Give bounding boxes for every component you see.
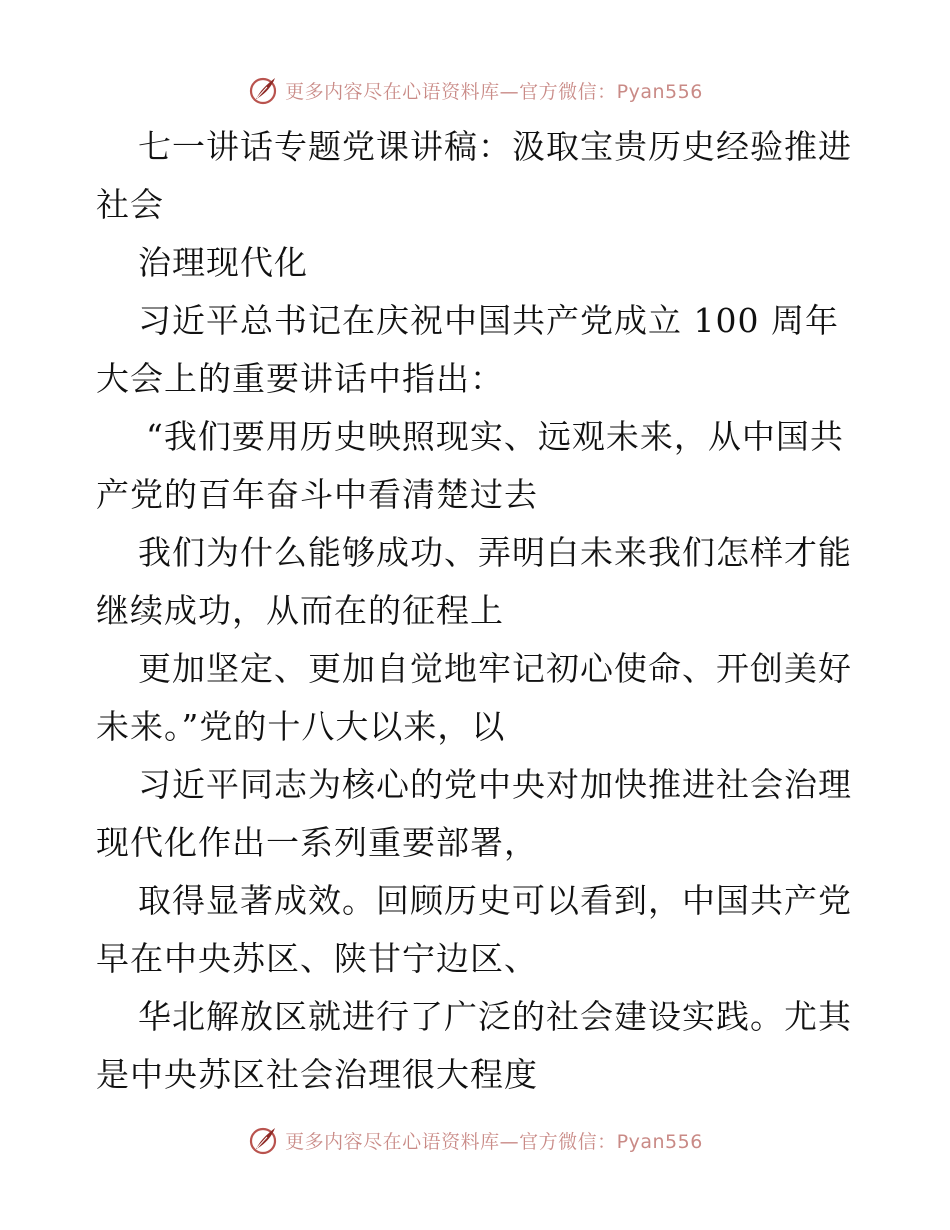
paragraph — [96, 292, 856, 408]
paragraph-quote — [96, 408, 856, 524]
paragraph — [96, 756, 856, 872]
text-line: 华北解放区就进行了广泛的社会建设实践。尤其 — [138, 997, 852, 1036]
text-line: 早在中央苏区、陕甘宁边区、 — [96, 939, 538, 978]
paragraph — [96, 640, 856, 756]
text-line: 现代化作出一系列重要部署， — [96, 823, 538, 862]
text-line: 大会上的重要讲话中指出： — [96, 359, 504, 398]
paragraph — [96, 872, 856, 988]
footer-banner-text: 更多内容尽在心语资料库—官方微信：Pyan556 — [285, 1130, 703, 1153]
text-line: 取得显著成效。回顾历史可以看到，中国共产党 — [138, 881, 852, 920]
text-line: 治理现代化 — [138, 243, 308, 282]
text-line: 继续成功，从而在的征程上 — [96, 591, 504, 630]
text-line: 产党的百年奋斗中看清楚过去 — [96, 475, 538, 514]
feather-quill-icon — [247, 74, 279, 106]
paragraph-title — [96, 118, 856, 234]
header-banner-text: 更多内容尽在心语资料库—官方微信：Pyan556 — [285, 80, 703, 103]
footer-banner — [0, 1120, 950, 1160]
text-line: 社会 — [96, 185, 164, 224]
text-line: 习近平总书记在庆祝中国共产党成立 100 周年 — [138, 301, 839, 340]
header-banner — [0, 70, 950, 110]
paragraph-title-continued — [96, 234, 856, 292]
text-line: 是中央苏区社会治理很大程度 — [96, 1055, 538, 1094]
text-line: 未来。”党的十八大以来，以 — [96, 707, 506, 746]
paragraph — [96, 524, 856, 640]
document-body — [96, 118, 856, 1104]
text-line: 习近平同志为核心的党中央对加快推进社会治理 — [138, 765, 852, 804]
text-line: 更加坚定、更加自觉地牢记初心使命、开创美好 — [138, 649, 852, 688]
text-line: 七一讲话专题党课讲稿：汲取宝贵历史经验推进 — [138, 127, 852, 166]
paragraph — [96, 988, 856, 1104]
text-line: “我们要用历史映照现实、远观未来，从中国共 — [146, 417, 844, 456]
feather-quill-icon — [247, 1124, 279, 1156]
text-line: 我们为什么能够成功、弄明白未来我们怎样才能 — [138, 533, 852, 572]
